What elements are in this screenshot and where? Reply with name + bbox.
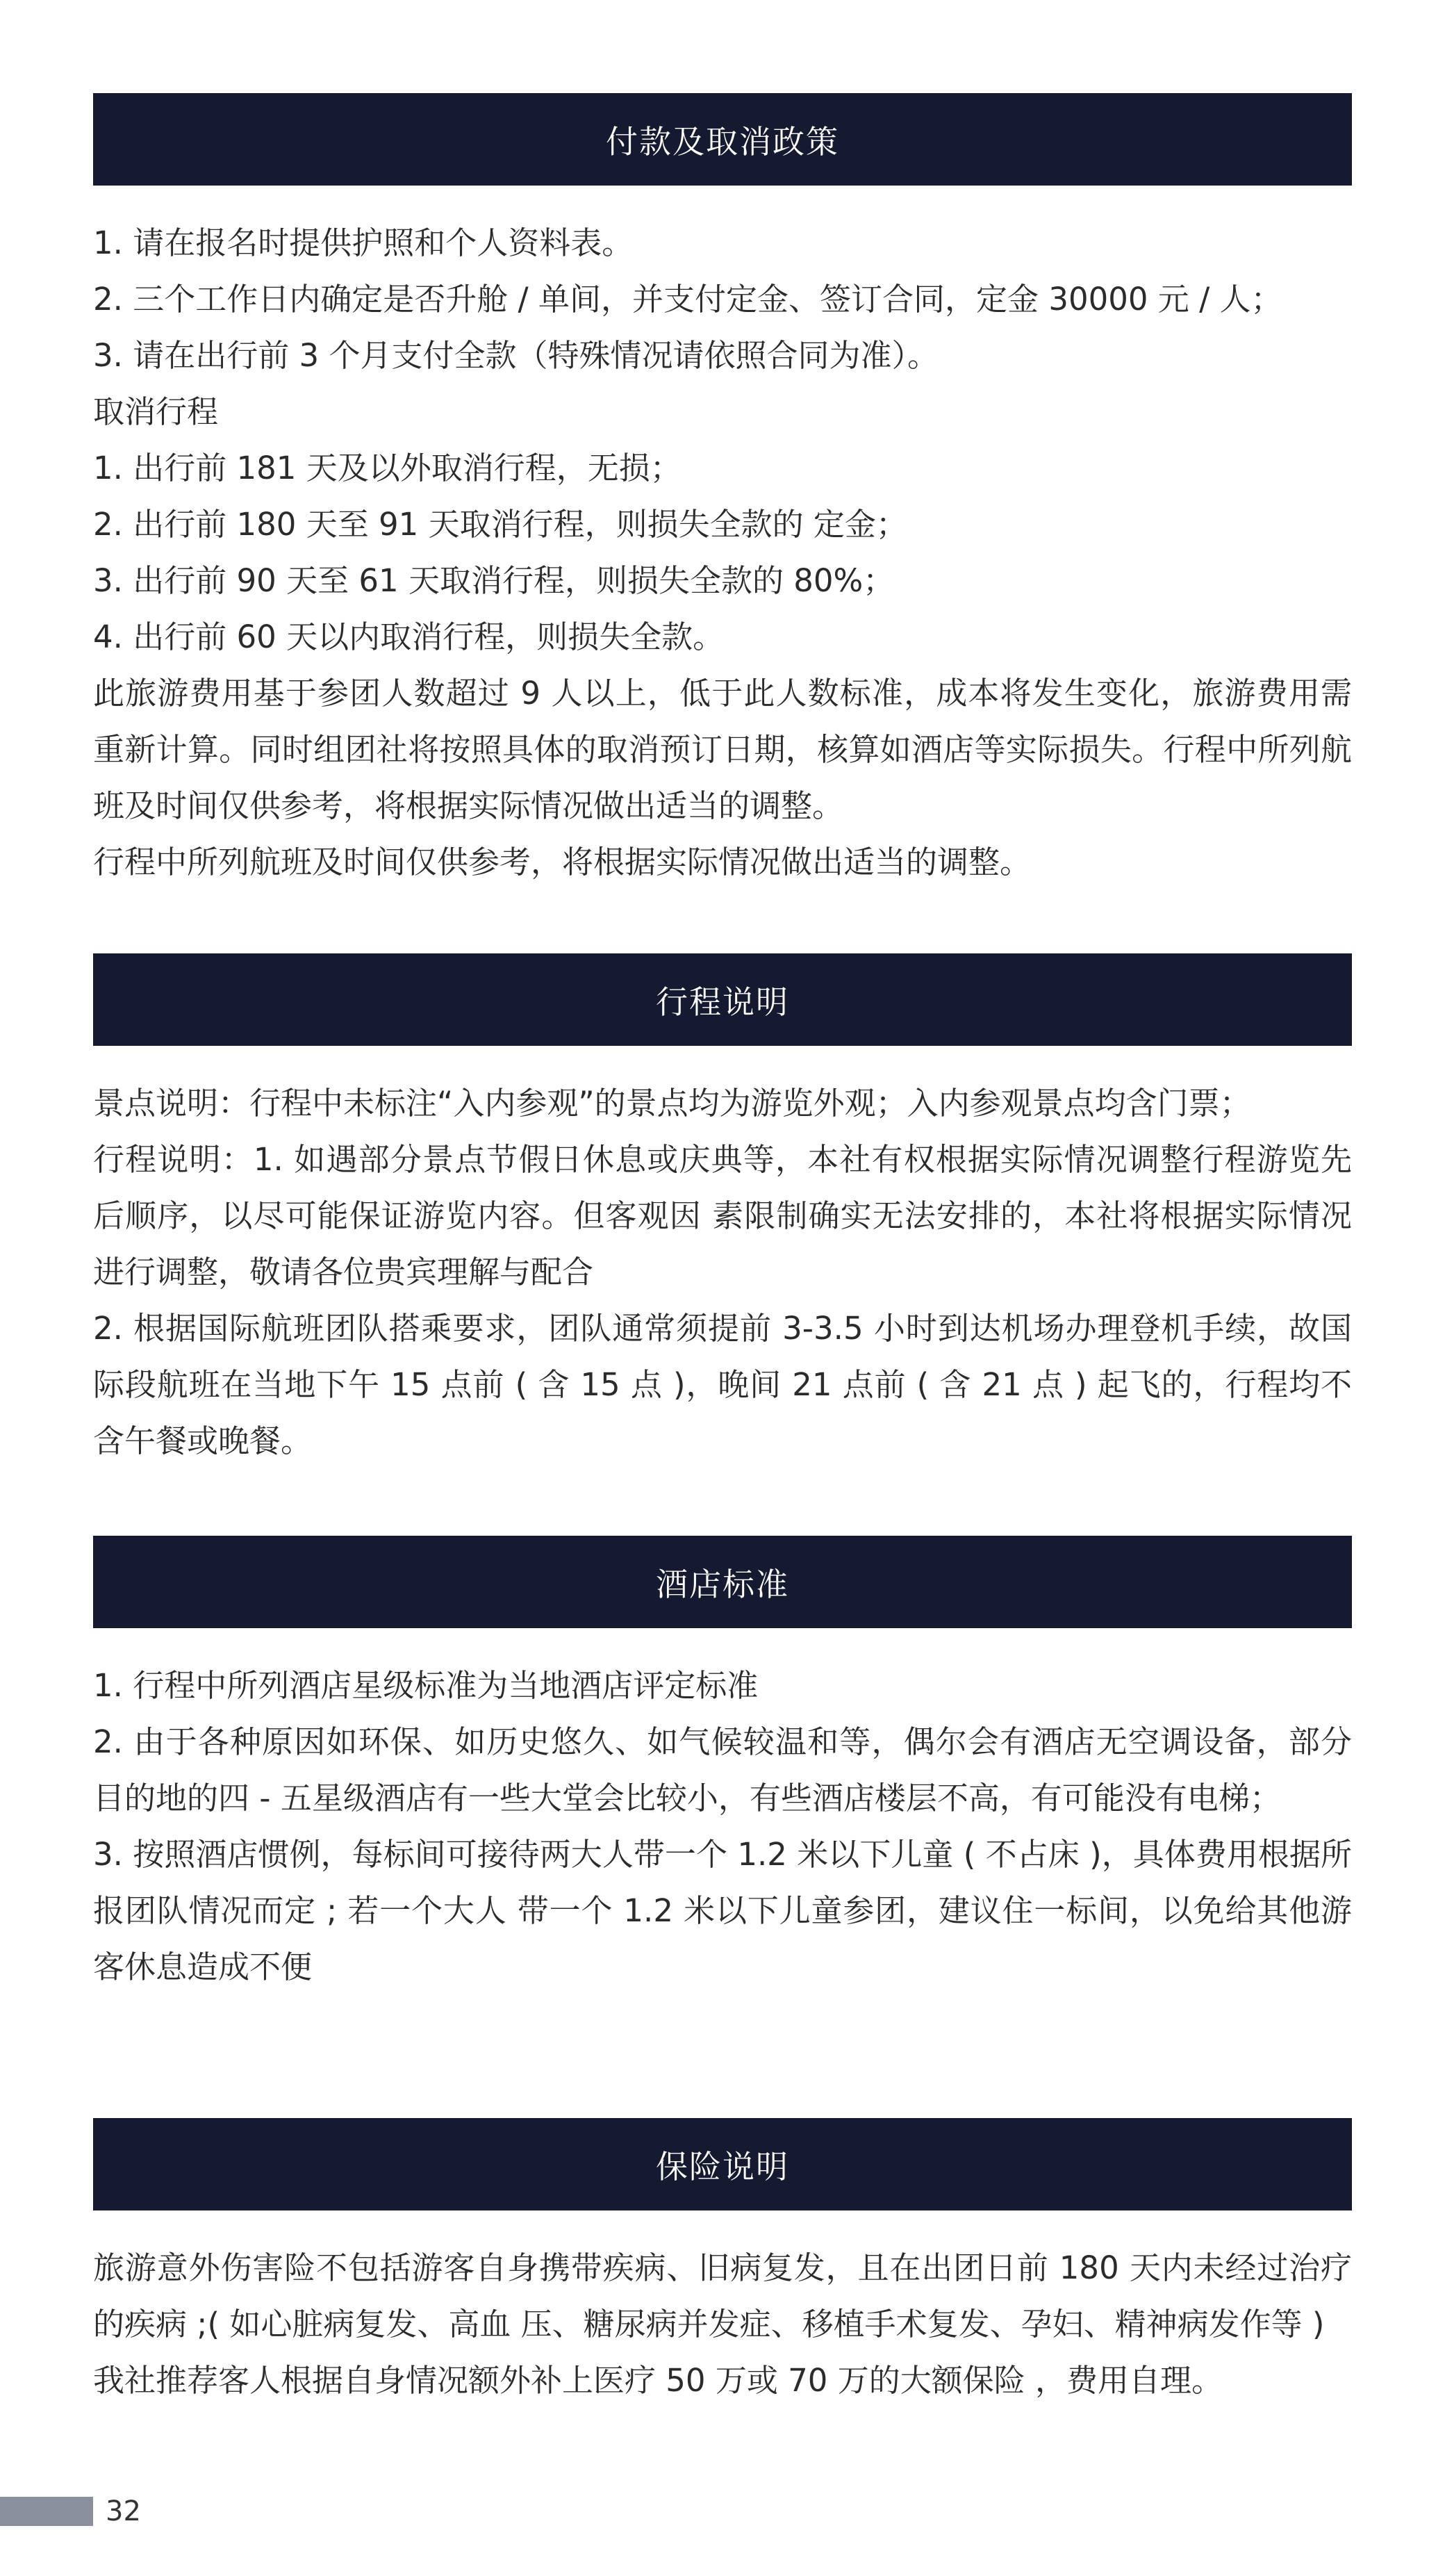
section-title: 行程说明 (93, 953, 1352, 1046)
section-insurance (93, 2118, 1352, 2409)
paragraph: 1. 出行前 181 天及以外取消行程，无损； (93, 450, 682, 486)
section-body (93, 2240, 1352, 2409)
section-title: 保险说明 (93, 2118, 1352, 2210)
paragraph: 3. 按照酒店惯例，每标间可接待两大人带一个 1.2 米以下儿童 ( 不占床 )，具体费用根据所报团队情况而定 ; 若一个大人 带一个 1.2 米以下儿童参团，建议住一标间，以免给其他游客休息造成不便 (93, 1836, 1352, 1985)
paragraph: 1. 行程中所列酒店星级标准为当地酒店评定标准 (93, 1667, 759, 1704)
section-hotel-standards (93, 1536, 1352, 1995)
section-title: 付款及取消政策 (93, 93, 1352, 186)
section-body (93, 1075, 1352, 1469)
paragraph: 2. 三个工作日内确定是否升舱 / 单间，并支付定金、签订合同，定金 30000 元 / 人； (93, 281, 1282, 318)
paragraph: 3. 出行前 90 天至 61 天取消行程，则损失全款的 80%； (93, 562, 895, 599)
paragraph: 2. 根据国际航班团队搭乘要求，团队通常须提前 3-3.5 小时到达机场办理登机手续，故国际段航班在当地下午 15 点前 ( 含 15 点 )，晚间 21 点前 ( 含 21 点 ) 起飞的，行程均不含午餐或晚餐。 (93, 1310, 1352, 1459)
paragraph: 3. 请在出行前 3 个月支付全款（特殊情况请依照合同为准）。 (93, 337, 939, 374)
paragraph: 1. 请在报名时提供护照和个人资料表。 (93, 224, 634, 261)
subheading: 取消行程 (93, 393, 219, 430)
section-body (93, 215, 1352, 890)
section-body (93, 1657, 1352, 1995)
section-title: 酒店标准 (93, 1536, 1352, 1628)
paragraph: 旅游意外伤害险不包括游客自身携带疾病、旧病复发，且在出团日前 180 天内未经过治疗的疾病 ;( 如心脏病复发、高血 压、糖尿病并发症、移植手术复发、孕妇、精神病发作等 ) (93, 2249, 1352, 2343)
footer-bar (0, 2497, 93, 2526)
section-itinerary-notes (93, 953, 1352, 1469)
paragraph: 行程说明：1. 如遇部分景点节假日休息或庆典等，本社有权根据实际情况调整行程游览先后顺序，以尽可能保证游览内容。但客观因 素限制确实无法安排的，本社将根据实际情况进行调整，敬请各位贵宾理解与配合 (93, 1141, 1352, 1290)
paragraph: 2. 由于各种原因如环保、如历史悠久、如气候较温和等，偶尔会有酒店无空调设备，部分目的地的四 - 五星级酒店有一些大堂会比较小，有些酒店楼层不高，有可能没有电梯； (93, 1723, 1352, 1816)
paragraph: 行程中所列航班及时间仅供参考，将根据实际情况做出适当的调整。 (93, 844, 1032, 880)
paragraph: 此旅游费用基于参团人数超过 9 人以上，低于此人数标准，成本将发生变化，旅游费用需重新计算。同时组团社将按照具体的取消预订日期，核算如酒店等实际损失。行程中所列航班及时间仅供参考，将根据实际情况做出适当的调整。 (93, 675, 1352, 824)
paragraph: 我社推荐客人根据自身情况额外补上医疗 50 万或 70 万的大额保险 ，费用自理。 (93, 2362, 1223, 2399)
section-payment-cancellation (93, 93, 1352, 890)
paragraph: 景点说明：行程中未标注“入内参观”的景点均为游览外观；入内参观景点均含门票； (93, 1085, 1251, 1122)
paragraph: 4. 出行前 60 天以内取消行程，则损失全款。 (93, 618, 725, 655)
paragraph: 2. 出行前 180 天至 91 天取消行程，则损失全款的 定金； (93, 506, 907, 543)
page-number: 32 (106, 2495, 141, 2527)
